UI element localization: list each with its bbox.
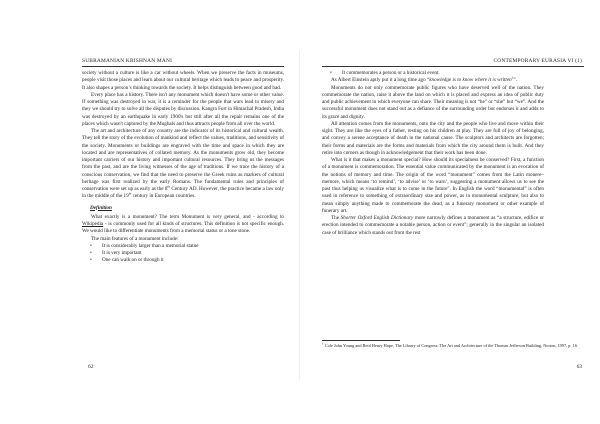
paragraph: Every place has a history. There isn't any monument which doesn't have some or other value. If something was destroyed in war, it is a reminder for the people that wars lead to misery and they we should try to solve all the disputes by discussion. Kangra Fort in Himachal Pradesh, India was destroyed by an earthquake in early 1900's but still after all the repair remains one of the places which wasn't captured by the Mughals and thus attracts people from all over the world.: [82, 91, 284, 127]
paragraph: society without a culture is like a car without wheels. When we preserve the facts in museums, people visit those places and learn about our cultural heritage which leads to peace and prosperity. It also shapes a person’s thinking towards the society. It helps distinguish between good and bad.: [82, 70, 284, 91]
paragraph-text: What exactly is a monument? The term Monument is very general, and - according to: [91, 213, 284, 220]
paragraph: What is it that makes a monument special? How should its specialness be conserved? First, a function of a monument is commemoration. The essential value communicated by the monument is an evocation of the notions of memory and time. The origin of the word “monument” comes from the Latin monere–memore, which means ‘to remind’, ‘to advise’ or ‘to warn’, suggesting a monument allows us to see the past thus helping us visualize what is to come in the future". In English the word “monumental” is often used in reference to something of extraordinary size and power, as in monumental sculpture, but also to mean simply anything made to commemorate the dead, as a funerary monument or other example of funerary art.: [322, 157, 544, 214]
list-item: • It is considerably larger than a memorial statue: [90, 243, 284, 250]
running-head-journal: CONTEMPORARY EURASIA VI (1): [493, 58, 582, 64]
features-list-continued: [322, 70, 544, 77]
paragraph-dictionary: [322, 215, 544, 237]
paragraph-text: The art and architecture of any country are the indicator of its historical and cultural wealth. They tell the story of the evolution of mankind and reflect the values, traditions, and sensitivity of the society. Monuments or buildings are engraved with the time and space in which they are located and are representatives of collated memory. As the monuments grow old, they become important carriers of our history and important cultural resources. They bring us the messages from the past, and are the living witnesses of the age of traditions. If we trace the history of a conscious conservation, we find that the need to preserve the Greek ruins as markers of cultural heritage was first realized by the early Romans. The fundamental rules and principles of conservation were set up as early as the 8: [82, 128, 284, 192]
paragraph-text: As Albert Einstein aptly put it a long time ago “: [331, 77, 430, 84]
paragraph: Monuments do not only commemorate public figures who have deserved well of the nation. They commemorate the nation, raise it above the land on which it is placed and express an idea of public duty and public achievement in which everyone can share. Their meaning is not “he” or “she” but “we”. And the successful monument does not stand out as a defiance of the surrounding order but endorses it and adds to its grace and dignity.: [322, 84, 544, 120]
paragraph-text: century in European countries.: [131, 193, 196, 200]
paragraph-text: - is commonly used for all kinds of structures. This definition is not specific enough. We would like to differentiate monuments from a memorial status or a tone stone.: [82, 221, 284, 235]
paragraph-definition: [82, 214, 284, 236]
paragraph-text: Century AD. However, the practice became a law only in the middle of the 19: [82, 186, 285, 200]
footnote-ref[interactable]: 1: [511, 75, 514, 80]
page-number: 63: [576, 364, 582, 370]
header-rule: [82, 66, 284, 67]
footnote: [322, 343, 584, 349]
superscript: th: [128, 191, 132, 196]
paragraph: All attention comes from the monuments, onto the city and the people who live and move within their sight. They are like the eyes of a father, resting on his children at play. They are full of joy of belonging, and convey a serene acceptance of death in the national cause. The sculptors and architects are forgotten; their forms and materials are the forms and materials from which the city around them is built. And they retire into corners as though in acknowledgement that their work has been done.: [322, 120, 544, 156]
section-heading-definition: Definition: [90, 204, 112, 211]
footnote-text: Cole John Young and Reid Henry Hope, The Library of Congress: The Art and Architecture of the Thomas Jefferson Building, Norton, 1997, p. 16.: [323, 343, 578, 348]
list-item: • It is very important: [90, 250, 284, 257]
header-rule: [322, 66, 584, 67]
paragraph: [82, 128, 284, 201]
paragraph-features-intro: The main features of a monument include:: [91, 235, 179, 242]
left-body-text: [82, 70, 284, 265]
paragraph-text: more narrowly defines a monument as “a structure, edifice or erection intended to commemorate a notable person, action or event”; generally in the singular an isolated case of brilliance which stands out from the rest: [322, 215, 544, 236]
paragraph-text: The: [331, 215, 341, 221]
page-number: 62: [88, 364, 94, 370]
footnote-rule: [322, 340, 400, 341]
wikipedia-link[interactable]: Wikipedia: [82, 221, 104, 227]
list-item: • It commemorates a person or a historical event.: [330, 70, 544, 77]
dictionary-title: Shorter Oxford English Dictionary: [340, 215, 414, 221]
features-list: [82, 243, 284, 265]
paragraph-text: ”.: [513, 77, 517, 84]
right-page: [300, 0, 600, 424]
einstein-quote: knowledge is to know where it is written: [429, 77, 512, 84]
list-item: • One can walk on or through it: [90, 257, 284, 264]
running-head-author: SUBRAMANIAN KRISHNAN MANI: [82, 58, 173, 64]
superscript: th: [167, 184, 171, 189]
footnote-number: 1: [322, 341, 324, 346]
paragraph-einstein: [322, 77, 544, 84]
right-body-text: [322, 70, 544, 237]
